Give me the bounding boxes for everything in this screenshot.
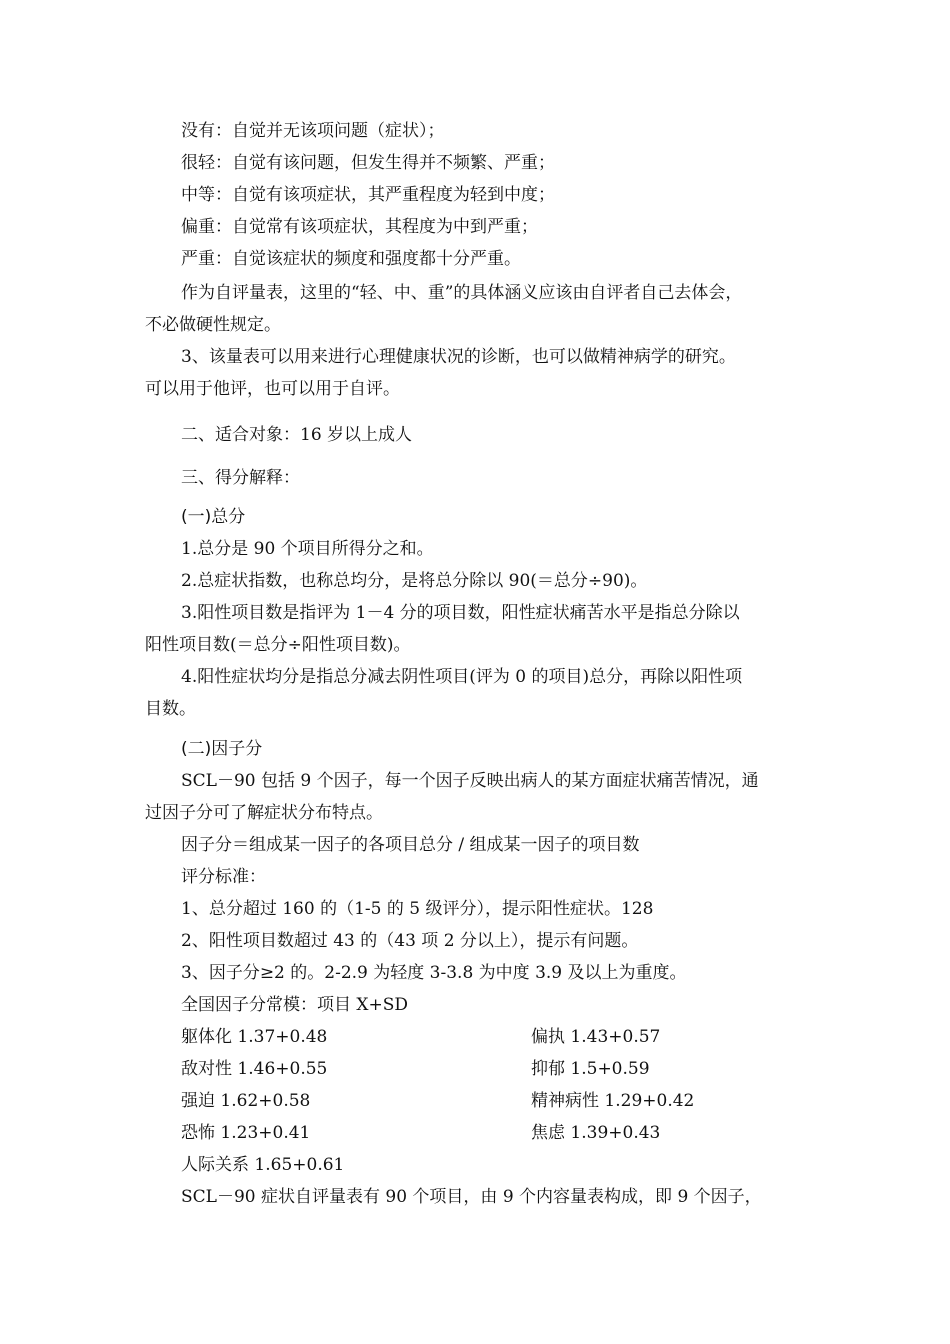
- paragraph-line: SCL－90 包括 9 个因子，每一个因子反映出病人的某方面症状痛苦情况，通: [181, 771, 759, 791]
- paragraph-line: 3、该量表可以用来进行心理健康状况的诊断，也可以做精神病学的研究。: [181, 347, 736, 367]
- norm-anxiety: 焦虑 1.39+0.43: [531, 1123, 661, 1143]
- rating-moderate-line: 中等：自觉有该项症状，其严重程度为轻到中度；: [181, 185, 555, 205]
- rating-fairly-severe-line: 偏重：自觉常有该项症状，其程度为中到严重；: [181, 217, 538, 237]
- list-item-continuation: 阳性项目数(＝总分÷阳性项目数)。: [145, 635, 411, 655]
- rating-severe-line: 严重：自觉该症状的频度和强度都十分严重。: [181, 249, 521, 269]
- paragraph-line: 过因子分可了解症状分布特点。: [145, 803, 383, 823]
- norm-paranoia: 偏执 1.43+0.57: [531, 1027, 661, 1047]
- criteria-item: 2、阳性项目数超过 43 的（43 项 2 分以上），提示有问题。: [181, 931, 639, 951]
- list-item: 4.阳性症状均分是指总分减去阴性项目(评为 0 的项目)总分，再除以阳性项: [181, 667, 743, 687]
- norm-hostility: 敌对性 1.46+0.55: [181, 1059, 328, 1079]
- norm-depression: 抑郁 1.5+0.59: [531, 1059, 650, 1079]
- criteria-item: 1、总分超过 160 的（1-5 的 5 级评分），提示阳性症状。128: [181, 899, 654, 919]
- section-heading-target: 二、适合对象：16 岁以上成人: [181, 425, 413, 445]
- norm-obsessive: 强迫 1.62+0.58: [181, 1091, 311, 1111]
- rating-none-line: 没有：自觉并无该项问题（症状）；: [181, 121, 445, 141]
- paragraph-line: 可以用于他评，也可以用于自评。: [145, 379, 400, 399]
- criteria-heading: 评分标准：: [181, 867, 266, 887]
- norm-psychoticism: 精神病性 1.29+0.42: [531, 1091, 695, 1111]
- norm-heading: 全国因子分常模：项目 X+SD: [181, 995, 409, 1015]
- norm-interpersonal: 人际关系 1.65+0.61: [181, 1155, 345, 1175]
- subheading-total-score: (一)总分: [181, 507, 246, 527]
- paragraph-line: SCL－90 症状自评量表有 90 个项目，由 9 个内容量表构成，即 9 个因子，: [181, 1187, 762, 1207]
- list-item-continuation: 目数。: [145, 699, 196, 719]
- subheading-factor-score: (二)因子分: [181, 739, 263, 759]
- list-item: 2.总症状指数，也称总均分，是将总分除以 90(＝总分÷90)。: [181, 571, 648, 591]
- paragraph-line: 作为自评量表，这里的“轻、中、重”的具体涵义应该由自评者自己去体会，: [181, 283, 743, 303]
- norm-phobic: 恐怖 1.23+0.41: [181, 1123, 311, 1143]
- criteria-item: 3、因子分≥2 的。2-2.9 为轻度 3-3.8 为中度 3.9 及以上为重度。: [181, 963, 687, 983]
- section-heading-scoring: 三、得分解释：: [181, 468, 300, 488]
- list-item: 1.总分是 90 个项目所得分之和。: [181, 539, 434, 559]
- rating-mild-line: 很轻：自觉有该问题，但发生得并不频繁、严重；: [181, 153, 555, 173]
- list-item: 3.阳性项目数是指评为 1－4 分的项目数，阳性症状痛苦水平是指总分除以: [181, 603, 740, 623]
- norm-somatization: 躯体化 1.37+0.48: [181, 1027, 328, 1047]
- paragraph-line: 不必做硬性规定。: [145, 315, 281, 335]
- formula-line: 因子分＝组成某一因子的各项目总分 / 组成某一因子的项目数: [181, 835, 640, 855]
